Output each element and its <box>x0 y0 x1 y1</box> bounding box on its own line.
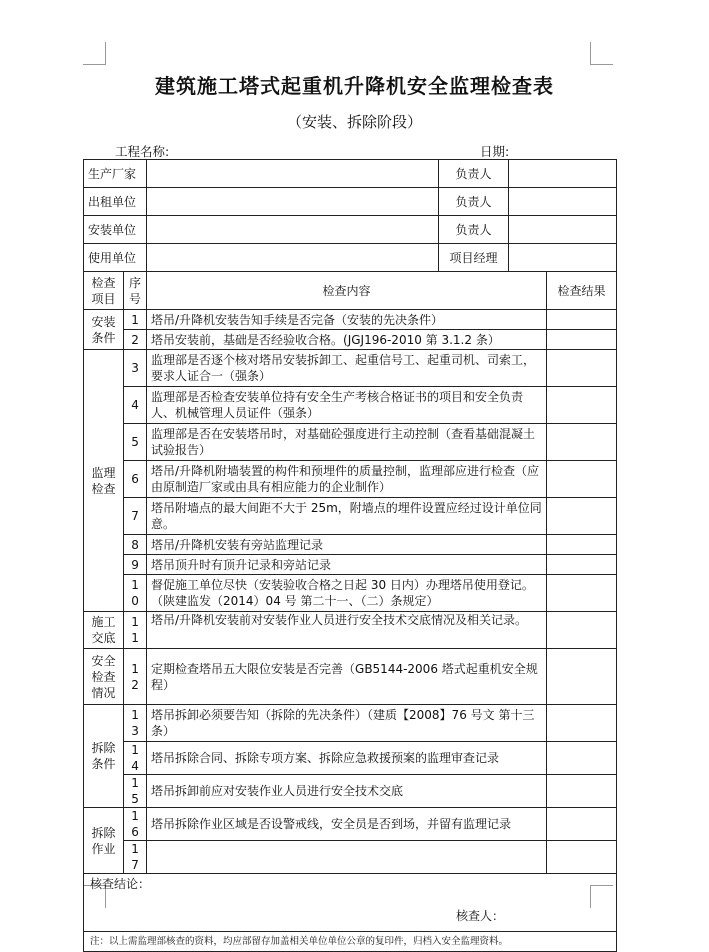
info-value[interactable] <box>147 160 439 188</box>
item-number: 17 <box>124 841 147 874</box>
header-content: 检查内容 <box>147 272 547 310</box>
item-content: 塔吊/升降机安装有旁站监理记录 <box>147 535 547 555</box>
conclusion-row <box>84 874 617 932</box>
item-content: 塔吊/升降机安装告知手续是否完备（安装的先决条件） <box>147 310 547 330</box>
item-content: 督促施工单位尽快（安装验收合格之日起 30 日内）办理塔吊使用登记。（陕建监发（2014）04 号 第二十一、（二）条规定） <box>147 575 547 612</box>
info-value[interactable] <box>147 244 439 272</box>
item-number: 15 <box>124 775 147 808</box>
item-result[interactable] <box>547 330 617 350</box>
item-result[interactable] <box>547 649 617 705</box>
item-content[interactable] <box>147 841 547 874</box>
table-row <box>84 649 617 705</box>
item-content: 定期检查塔吊五大限位安装是否完善（GB5144-2006 塔式起重机安全规程） <box>147 649 547 705</box>
table-row <box>84 387 617 424</box>
info-label: 出租单位 <box>84 188 147 216</box>
item-number: 16 <box>124 808 147 841</box>
category-supervise: 监理检查 <box>84 350 124 612</box>
document-title: 建筑施工塔式起重机升降机安全监理检查表 <box>155 74 554 98</box>
page-corner-mark <box>83 42 106 65</box>
item-number: 3 <box>124 350 147 387</box>
item-number: 10 <box>124 575 147 612</box>
item-result[interactable] <box>547 350 617 387</box>
item-result[interactable] <box>547 775 617 808</box>
header-seq: 序号 <box>124 272 147 310</box>
inspector-label: 核查人： <box>456 909 505 923</box>
table-row <box>84 330 617 350</box>
conclusion-label: 核查结论： <box>90 877 151 891</box>
header-result: 检查结果 <box>547 272 617 310</box>
table-row <box>84 555 617 575</box>
info-right-value[interactable] <box>509 244 617 272</box>
category-briefing: 施工交底 <box>84 612 124 649</box>
item-result[interactable] <box>547 575 617 612</box>
info-label: 使用单位 <box>84 244 147 272</box>
item-result[interactable] <box>547 535 617 555</box>
item-number: 14 <box>124 742 147 775</box>
item-result[interactable] <box>547 555 617 575</box>
item-number: 11 <box>124 612 147 649</box>
table-row <box>84 808 617 841</box>
info-row-lessor <box>84 188 617 216</box>
table-row <box>84 841 617 874</box>
item-result[interactable] <box>547 841 617 874</box>
info-row-installer <box>84 216 617 244</box>
item-result[interactable] <box>547 612 617 649</box>
item-result[interactable] <box>547 387 617 424</box>
info-label: 安装单位 <box>84 216 147 244</box>
category-dismantle-op: 拆除作业 <box>84 808 124 874</box>
item-content: 塔吊/升降机附墙装置的构件和预埋件的质量控制，监理部应进行检查（应由原制造厂家或由具有相应能力的企业制作） <box>147 461 547 498</box>
item-content: 塔吊拆除合同、拆除专项方案、拆除应急救援预案的监理审查记录 <box>147 742 547 775</box>
info-right-value[interactable] <box>509 216 617 244</box>
item-content: 塔吊/升降机安装前对安装作业人员进行安全技术交底情况及相关记录。 <box>147 612 547 649</box>
table-row <box>84 535 617 555</box>
note-row <box>84 932 617 952</box>
item-result[interactable] <box>547 498 617 535</box>
item-number: 7 <box>124 498 147 535</box>
info-right-label: 项目经理 <box>439 244 509 272</box>
info-right-value[interactable] <box>509 188 617 216</box>
category-inspection: 安全检查情况 <box>84 649 124 705</box>
item-content: 监理部是否在安装塔吊时，对基础砼强度进行主动控制（查看基础混凝土试验报告） <box>147 424 547 461</box>
table-row <box>84 424 617 461</box>
table-row <box>84 575 617 612</box>
item-content: 塔吊拆卸前应对安装作业人员进行安全技术交底 <box>147 775 547 808</box>
conclusion-box[interactable] <box>84 874 617 932</box>
table-row <box>84 775 617 808</box>
item-result[interactable] <box>547 310 617 330</box>
table-row <box>84 461 617 498</box>
footer-note: 注：以上需监理部核查的资料，均应部留存加盖相关单位单位公章的复印件，归档入安全监理资料。 <box>84 932 617 952</box>
table-row <box>84 742 617 775</box>
item-content: 监理部是否逐个核对塔吊安装拆卸工、起重信号工、起重司机、司索工，要求人证合一（强条） <box>147 350 547 387</box>
item-number: 8 <box>124 535 147 555</box>
info-right-label: 负责人 <box>439 216 509 244</box>
item-number: 4 <box>124 387 147 424</box>
info-row-manufacturer <box>84 160 617 188</box>
table-row <box>84 612 617 649</box>
item-number: 1 <box>124 310 147 330</box>
category-dismantle: 拆除条件 <box>84 705 124 808</box>
item-result[interactable] <box>547 424 617 461</box>
table-row <box>84 498 617 535</box>
item-number: 6 <box>124 461 147 498</box>
item-number: 9 <box>124 555 147 575</box>
item-content: 塔吊拆除作业区域是否设警戒线，安全员是否到场，并留有监理记录 <box>147 808 547 841</box>
date-label: 日期: <box>480 144 510 159</box>
info-right-label: 负责人 <box>439 188 509 216</box>
item-number: 12 <box>124 649 147 705</box>
item-content: 塔吊拆卸必须要告知（拆除的先决条件）（建质【2008】76 号文 第十三条） <box>147 705 547 742</box>
item-result[interactable] <box>547 705 617 742</box>
item-number: 5 <box>124 424 147 461</box>
item-result[interactable] <box>547 808 617 841</box>
info-row-user <box>84 244 617 272</box>
info-right-label: 负责人 <box>439 160 509 188</box>
item-number: 13 <box>124 705 147 742</box>
info-label: 生产厂家 <box>84 160 147 188</box>
info-right-value[interactable] <box>509 160 617 188</box>
table-row <box>84 705 617 742</box>
item-content: 监理部是否检查安装单位持有安全生产考核合格证书的项目和安全负责人、机械管理人员证件（强条） <box>147 387 547 424</box>
inspection-table <box>83 159 617 952</box>
item-content: 塔吊附墙点的最大间距不大于 25m，附墙点的埋件设置应经过设计单位同意。 <box>147 498 547 535</box>
item-number: 2 <box>124 330 147 350</box>
item-content: 塔吊顶升时有顶升记录和旁站记录 <box>147 555 547 575</box>
item-result[interactable] <box>547 461 617 498</box>
table-row <box>84 350 617 387</box>
item-content: 塔吊安装前，基础是否经验收合格。(JGJ196-2010 第 3.1.2 条） <box>147 330 547 350</box>
info-value[interactable] <box>147 216 439 244</box>
page-corner-mark <box>590 42 613 65</box>
header-item: 检查项目 <box>84 272 124 310</box>
category-install: 安装条件 <box>84 310 124 350</box>
item-result[interactable] <box>547 742 617 775</box>
table-header-row <box>84 272 617 310</box>
info-value[interactable] <box>147 188 439 216</box>
project-name-label: 工程名称: <box>115 144 170 159</box>
document-subtitle: （安装、拆除阶段） <box>286 113 422 131</box>
table-row <box>84 310 617 330</box>
